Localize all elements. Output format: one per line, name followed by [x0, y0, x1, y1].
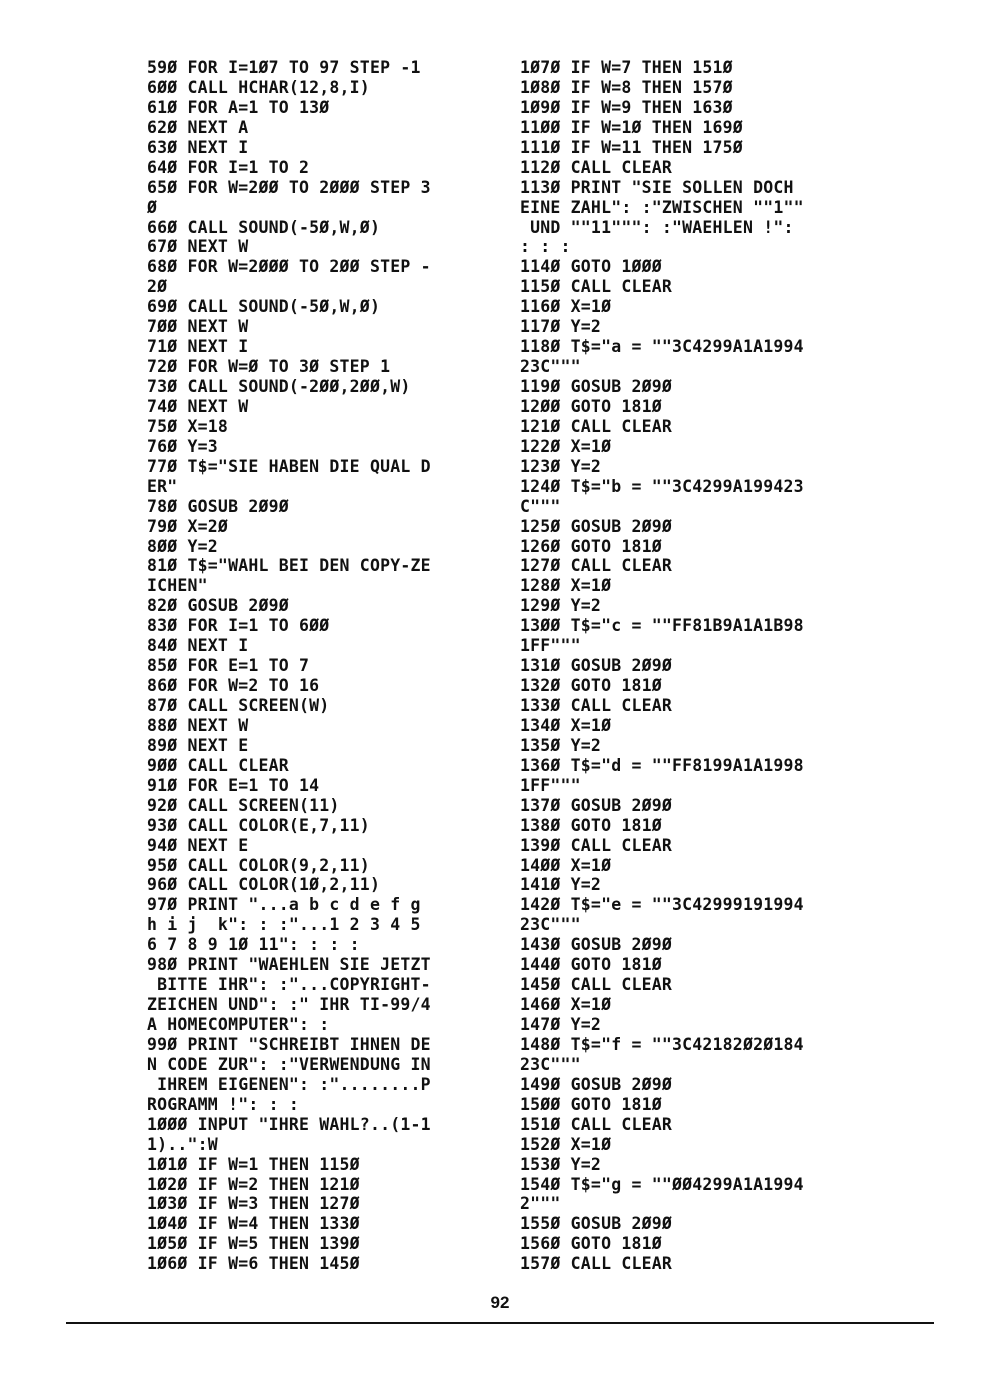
code-line: 73Ø CALL SOUND(-2ØØ,2ØØ,W) [147, 377, 411, 396]
code-line: 122Ø X=1Ø [520, 436, 612, 456]
code-listing-left-column [147, 58, 492, 1274]
code-line: 137Ø GOSUB 2Ø9Ø [520, 795, 673, 815]
code-line: 118Ø T$="a = ""3C4299A1A1994 [520, 337, 804, 357]
code-line: 79Ø X=2Ø [147, 516, 229, 536]
code-line: 13ØØ T$="c = ""FF81B9A1A1B98 [520, 616, 804, 636]
code-line: 97Ø PRINT "...a b c d e f g [147, 895, 421, 915]
code-line: IHREM EIGENEN": :"........P [147, 1074, 431, 1094]
page-number: 92 [490, 1293, 510, 1312]
code-line: 81Ø T$="WAHL BEI DEN COPY-ZE [147, 556, 431, 576]
code-line: 154Ø T$="g = ""ØØ4299A1A1994 [520, 1174, 804, 1194]
code-line: 135Ø Y=2 [520, 735, 602, 755]
code-line: 76Ø Y=3 [147, 436, 218, 456]
code-line: 62Ø NEXT A [147, 117, 249, 137]
code-line: 75Ø X=18 [147, 416, 229, 436]
code-line: 131Ø GOSUB 2Ø9Ø [520, 656, 673, 676]
code-line: A HOMECOMPUTER": : [147, 1015, 330, 1034]
code-line: 2Ø [147, 277, 168, 297]
code-line: 1Ø1Ø IF W=1 THEN 115Ø [147, 1154, 360, 1174]
code-line: 149Ø GOSUB 2Ø9Ø [520, 1074, 673, 1094]
code-line: 116Ø X=1Ø [520, 297, 612, 317]
code-line: 89Ø NEXT E [147, 735, 249, 755]
code-line: 86Ø FOR W=2 TO 16 [147, 676, 320, 696]
code-line: 77Ø T$="SIE HABEN DIE QUAL D [147, 456, 431, 476]
code-line: 78Ø GOSUB 2Ø9Ø [147, 496, 289, 516]
code-line: 115Ø CALL CLEAR [520, 277, 673, 297]
code-line: N CODE ZUR": :"VERWENDUNG IN [147, 1054, 431, 1074]
code-line: 147Ø Y=2 [520, 1015, 602, 1034]
code-line: ROGRAMM !": : : [147, 1094, 300, 1114]
code-line: 1)..":W [147, 1134, 218, 1154]
code-line: 6ØØ CALL HCHAR(12,8,I) [147, 77, 370, 97]
code-line: 68Ø FOR W=2ØØØ TO 2ØØ STEP - [147, 257, 431, 277]
code-line: 144Ø GOTO 181Ø [520, 955, 662, 975]
code-line: 155Ø GOSUB 2Ø9Ø [520, 1214, 673, 1234]
code-line: 146Ø X=1Ø [520, 995, 612, 1015]
code-line: 143Ø GOSUB 2Ø9Ø [520, 935, 673, 955]
code-line: 23C""" [520, 357, 581, 377]
code-line: 132Ø GOTO 181Ø [520, 676, 662, 696]
code-line: 7ØØ NEXT W [147, 317, 249, 337]
code-line: ZEICHEN UND": :" IHR TI-99/4 [147, 995, 431, 1015]
code-line: 1FF""" [520, 636, 581, 656]
code-line: 157Ø CALL CLEAR [520, 1254, 673, 1274]
code-line: 139Ø CALL CLEAR [520, 835, 673, 855]
code-line: 133Ø CALL CLEAR [520, 696, 673, 715]
code-line: 128Ø X=1Ø [520, 576, 612, 596]
code-line: 63Ø NEXT I [147, 137, 249, 157]
code-line: 64Ø FOR I=1 TO 2 [147, 157, 310, 177]
code-line: 1Ø4Ø IF W=4 THEN 133Ø [147, 1214, 360, 1234]
code-line: 148Ø T$="f = ""3C42182Ø2Ø184 [520, 1034, 804, 1054]
code-line: 94Ø NEXT E [147, 835, 249, 855]
code-line: 69Ø CALL SOUND(-5Ø,W,Ø) [147, 297, 381, 317]
code-line: 74Ø NEXT W [147, 396, 249, 416]
code-line: 127Ø CALL CLEAR [520, 556, 673, 576]
code-line: 12ØØ GOTO 181Ø [520, 396, 662, 416]
code-line: 124Ø T$="b = ""3C4299A199423 [520, 476, 804, 496]
code-line: 6 7 8 9 1Ø 11": : : : [147, 935, 360, 955]
code-line: 87Ø CALL SCREEN(W) [147, 696, 330, 715]
code-line: 151Ø CALL CLEAR [520, 1114, 673, 1134]
code-line: 1Ø3Ø IF W=3 THEN 127Ø [147, 1194, 360, 1214]
code-line: Ø [147, 197, 158, 217]
code-line: 136Ø T$="d = ""FF8199A1A1998 [520, 755, 804, 775]
code-line: 98Ø PRINT "WAEHLEN SIE JETZT [147, 955, 431, 975]
code-line: 91Ø FOR E=1 TO 14 [147, 775, 320, 795]
code-line: 1Ø5Ø IF W=5 THEN 139Ø [147, 1234, 360, 1254]
code-line: 125Ø GOSUB 2Ø9Ø [520, 516, 673, 536]
code-line: 112Ø CALL CLEAR [520, 157, 673, 177]
code-line: ER" [147, 476, 178, 496]
code-line: 117Ø Y=2 [520, 317, 602, 337]
code-line: 83Ø FOR I=1 TO 6ØØ [147, 616, 330, 636]
code-line: 92Ø CALL SCREEN(11) [147, 795, 340, 815]
code-line: 1ØØØ INPUT "IHRE WAHL?..(1-1 [147, 1114, 431, 1134]
code-line: : : : [520, 237, 571, 257]
code-line: 156Ø GOTO 181Ø [520, 1234, 662, 1254]
code-line: 129Ø Y=2 [520, 596, 602, 616]
code-line: ICHEN" [147, 576, 208, 596]
code-line: 2""" [520, 1194, 561, 1214]
code-line: 123Ø Y=2 [520, 456, 602, 476]
code-listing-right-column [520, 58, 865, 1274]
code-line: 66Ø CALL SOUND(-5Ø,W,Ø) [147, 217, 381, 237]
code-line: 59Ø FOR I=1Ø7 TO 97 STEP -1 [147, 58, 421, 77]
code-line: 95Ø CALL COLOR(9,2,11) [147, 855, 370, 875]
code-line: 23C""" [520, 915, 581, 935]
code-line: 145Ø CALL CLEAR [520, 975, 673, 995]
code-line: 14ØØ X=1Ø [520, 855, 612, 875]
code-line: 82Ø GOSUB 2Ø9Ø [147, 596, 289, 616]
code-line: 71Ø NEXT I [147, 337, 249, 357]
code-line: 88Ø NEXT W [147, 715, 249, 735]
code-line: 141Ø Y=2 [520, 875, 602, 895]
code-line: 93Ø CALL COLOR(E,7,11) [147, 815, 370, 835]
code-line: 121Ø CALL CLEAR [520, 416, 673, 436]
code-line: 72Ø FOR W=Ø TO 3Ø STEP 1 [147, 357, 391, 377]
code-line: 23C""" [520, 1054, 581, 1074]
code-line: BITTE IHR": :"...COPYRIGHT- [147, 975, 431, 995]
code-line: C""" [520, 496, 561, 516]
code-line: 1Ø9Ø IF W=9 THEN 163Ø [520, 97, 733, 117]
code-line: UND ""11""": :"WAEHLEN !": [520, 217, 794, 237]
code-line: 1Ø6Ø IF W=6 THEN 145Ø [147, 1254, 360, 1274]
code-line: 15ØØ GOTO 181Ø [520, 1094, 662, 1114]
code-line: 99Ø PRINT "SCHREIBT IHNEN DE [147, 1034, 431, 1054]
code-line: 119Ø GOSUB 2Ø9Ø [520, 377, 673, 396]
code-line: 8ØØ Y=2 [147, 536, 218, 556]
code-line: 85Ø FOR E=1 TO 7 [147, 656, 310, 676]
code-line: h i j k": : :"...1 2 3 4 5 [147, 915, 421, 935]
code-line: 1Ø8Ø IF W=8 THEN 157Ø [520, 77, 733, 97]
code-line: 11ØØ IF W=1Ø THEN 169Ø [520, 117, 743, 137]
code-line: 1FF""" [520, 775, 581, 795]
code-line: 1Ø2Ø IF W=2 THEN 121Ø [147, 1174, 360, 1194]
code-line: 126Ø GOTO 181Ø [520, 536, 662, 556]
code-line: 61Ø FOR A=1 TO 13Ø [147, 97, 330, 117]
code-line: 152Ø X=1Ø [520, 1134, 612, 1154]
code-line: 67Ø NEXT W [147, 237, 249, 257]
code-line: 138Ø GOTO 181Ø [520, 815, 662, 835]
code-line: EINE ZAHL": :"ZWISCHEN ""1"" [520, 197, 804, 217]
code-line: 142Ø T$="e = ""3C42999191994 [520, 895, 804, 915]
code-line: 65Ø FOR W=2ØØ TO 2ØØØ STEP 3 [147, 177, 431, 197]
code-line: 84Ø NEXT I [147, 636, 249, 656]
code-line: 153Ø Y=2 [520, 1154, 602, 1174]
code-line: 1Ø7Ø IF W=7 THEN 151Ø [520, 58, 733, 77]
code-line: 114Ø GOTO 1ØØØ [520, 257, 662, 277]
code-line: 134Ø X=1Ø [520, 715, 612, 735]
footer-rule [66, 1322, 934, 1324]
code-line: 111Ø IF W=11 THEN 175Ø [520, 137, 743, 157]
code-line: 96Ø CALL COLOR(1Ø,2,11) [147, 875, 381, 895]
code-line: 9ØØ CALL CLEAR [147, 755, 289, 775]
code-line: 113Ø PRINT "SIE SOLLEN DOCH [520, 177, 794, 197]
